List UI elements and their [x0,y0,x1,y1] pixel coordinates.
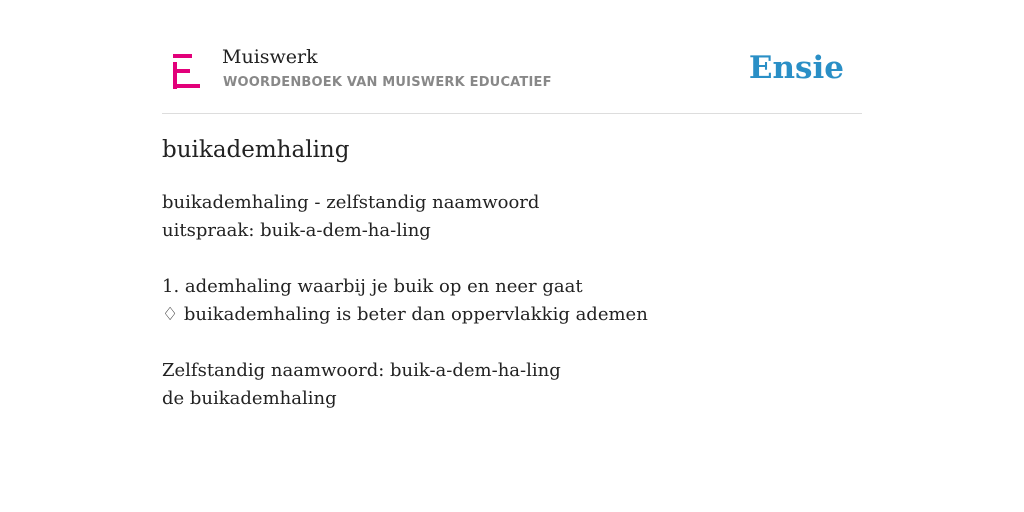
ensie-logo[interactable]: Ensie [748,50,844,86]
header [162,40,862,114]
word-class-line: Zelfstandig naamwoord: buik-a-dem-ha-ling [162,360,561,381]
entry-body [162,189,862,413]
spacer [162,329,862,357]
example-line: ♢ buikademhaling is beter dan oppervlakkig ademen [162,304,648,325]
entry-heading-line: buikademhaling - zelfstandig naamwoord [162,192,540,213]
article-line: de buikademhaling [162,388,337,409]
logo-bar [173,69,190,73]
definition-line: 1. ademhaling waarbij je buik op en neer gaat [162,276,583,297]
muiswerk-logo-icon[interactable] [173,54,200,88]
pronunciation-line: uitspraak: buik-a-dem-ha-ling [162,220,431,241]
logo-bar [173,54,192,58]
entry-title: buikademhaling [162,137,350,163]
logo-bar [173,84,200,88]
brand-name[interactable]: Muiswerk [222,46,318,68]
brand-subtitle: WOORDENBOEK VAN MUISWERK EDUCATIEF [223,75,552,90]
spacer [162,245,862,273]
page [162,0,862,512]
